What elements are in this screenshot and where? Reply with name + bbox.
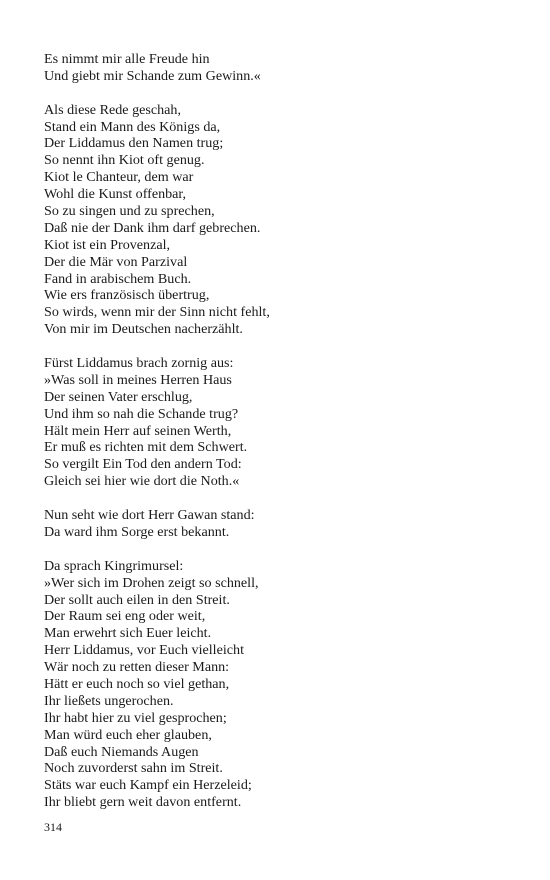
poem-text: [44, 51, 514, 828]
page-number: 314: [44, 820, 62, 834]
verse-line: Da sprach Kingrimursel:: [44, 557, 184, 574]
verse-line: Der sollt auch eilen in den Streit.: [44, 591, 230, 608]
verse-line: So vergilt Ein Tod den andern Tod:: [44, 456, 242, 473]
verse-line: Fürst Liddamus brach zornig aus:: [44, 355, 234, 372]
stanza: [44, 102, 514, 338]
verse-line: Noch zuvorderst sahn im Streit.: [44, 760, 223, 777]
verse-line: Fand in arabischem Buch.: [44, 270, 192, 287]
verse-line: Und ihm so nah die Schande trug?: [44, 405, 239, 422]
verse-line: Er muß es richten mit dem Schwert.: [44, 439, 248, 456]
verse-line: Kiot le Chanteur, dem war: [44, 169, 194, 186]
verse-line: Als diese Rede geschah,: [44, 101, 181, 118]
verse-line: Ihr habt hier zu viel gesprochen;: [44, 709, 227, 726]
verse-line: Von mir im Deutschen nacherzählt.: [44, 321, 243, 338]
verse-line: So wirds, wenn mir der Sinn nicht fehlt,: [44, 304, 270, 321]
verse-line: Ihr ließets ungerochen.: [44, 692, 174, 709]
verse-line: Stand ein Mann des Königs da,: [44, 118, 221, 135]
stanza: [44, 507, 514, 541]
verse-line: »Was soll in meines Herren Haus: [44, 371, 232, 388]
verse-line: Ihr bliebt gern weit davon entfernt.: [44, 794, 242, 811]
stanza: [44, 51, 514, 85]
verse-line: Herr Liddamus, vor Euch vielleicht: [44, 642, 244, 659]
verse-line: Und giebt mir Schande zum Gewinn.«: [44, 67, 261, 84]
verse-line: Daß euch Niemands Augen: [44, 743, 199, 760]
verse-line: Der die Mär von Parzival: [44, 253, 188, 270]
verse-line: So nennt ihn Kiot oft genug.: [44, 152, 205, 169]
stanza: [44, 355, 514, 490]
verse-line: Es nimmt mir alle Freude hin: [44, 51, 210, 67]
verse-line: Der seinen Vater erschlug,: [44, 388, 193, 405]
verse-line: Daß nie der Dank ihm darf gebrechen.: [44, 219, 261, 236]
verse-line: Der Raum sei eng oder weit,: [44, 608, 206, 625]
verse-line: Wie ers französisch übertrug,: [44, 287, 210, 304]
verse-line: Der Liddamus den Namen trug;: [44, 135, 224, 152]
verse-line: Man würd euch eher glauben,: [44, 726, 212, 743]
verse-line: Da ward ihm Sorge erst bekannt.: [44, 523, 230, 540]
verse-line: »Wer sich im Drohen zeigt so schnell,: [44, 574, 259, 591]
verse-line: Hätt er euch noch so viel gethan,: [44, 675, 230, 692]
verse-line: Gleich sei hier wie dort die Noth.«: [44, 473, 240, 490]
verse-line: Hält mein Herr auf seinen Werth,: [44, 422, 232, 439]
verse-line: Nun seht wie dort Herr Gawan stand:: [44, 507, 255, 524]
verse-line: Stäts war euch Kampf ein Herzeleid;: [44, 777, 252, 794]
verse-line: Wohl die Kunst offenbar,: [44, 186, 187, 203]
verse-line: So zu singen und zu sprechen,: [44, 203, 215, 220]
verse-line: Kiot ist ein Provenzal,: [44, 236, 171, 253]
verse-line: Wär noch zu retten dieser Mann:: [44, 659, 230, 676]
verse-line: Man erwehrt sich Euer leicht.: [44, 625, 212, 642]
stanza: [44, 558, 514, 811]
